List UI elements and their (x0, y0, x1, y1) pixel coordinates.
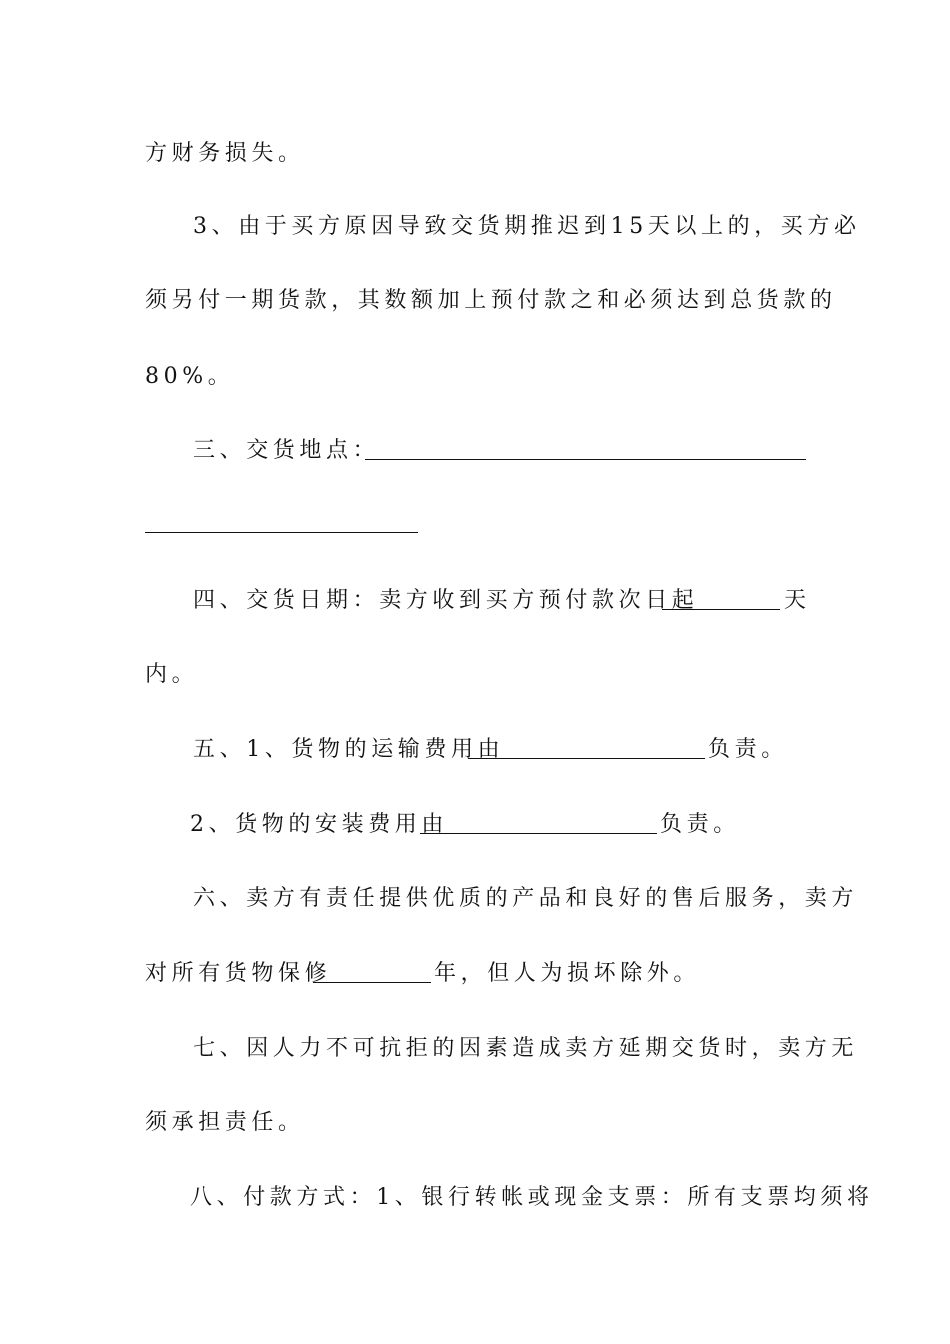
transport-fee-label: 五、1、货物的运输费用由 (193, 737, 505, 762)
delivery-location-blank-continued (145, 532, 418, 533)
delivery-date-label: 四、交货日期：卖方收到买方预付款次日起 (193, 588, 699, 613)
paragraph-line: 七、因人力不可抗拒的因素造成卖方延期交货时，卖方无 (193, 1036, 859, 1061)
paragraph-line: 负责。 (660, 812, 740, 837)
paragraph-line: 须另付一期货款，其数额加上预付款之和必须达到总货款的 (145, 288, 837, 313)
paragraph-line (193, 586, 858, 616)
paragraph-line: 须承担责任。 (145, 1110, 305, 1135)
paragraph-line: 八、付款方式：1、银行转帐或现金支票：所有支票均须将 (190, 1185, 874, 1210)
install-fee-label: 2、货物的安装费用由 (190, 812, 448, 837)
paragraph-line: 3、由于买方原因导致交货期推迟到15天以上的，买方必 (193, 214, 861, 239)
delivery-location-label: 三、交货地点： (193, 438, 380, 463)
paragraph-line: 负责。 (708, 737, 788, 762)
install-fee-blank (420, 833, 657, 834)
paragraph-line: 80%。 (145, 364, 235, 389)
paragraph-line: 六、卖方有责任提供优质的产品和良好的售后服务，卖方 (193, 886, 859, 911)
paragraph-line: 方财务损失。 (145, 141, 305, 166)
delivery-days-blank (662, 609, 780, 610)
transport-fee-blank (468, 758, 705, 759)
delivery-location-blank (365, 459, 806, 460)
paragraph-line: 内。 (145, 662, 199, 687)
paragraph-line: 天 (784, 588, 811, 613)
paragraph-line (193, 436, 858, 466)
warranty-label: 对所有货物保修 (145, 961, 332, 986)
paragraph-line: 年，但人为损坏除外。 (434, 961, 701, 986)
warranty-years-blank (313, 982, 431, 983)
